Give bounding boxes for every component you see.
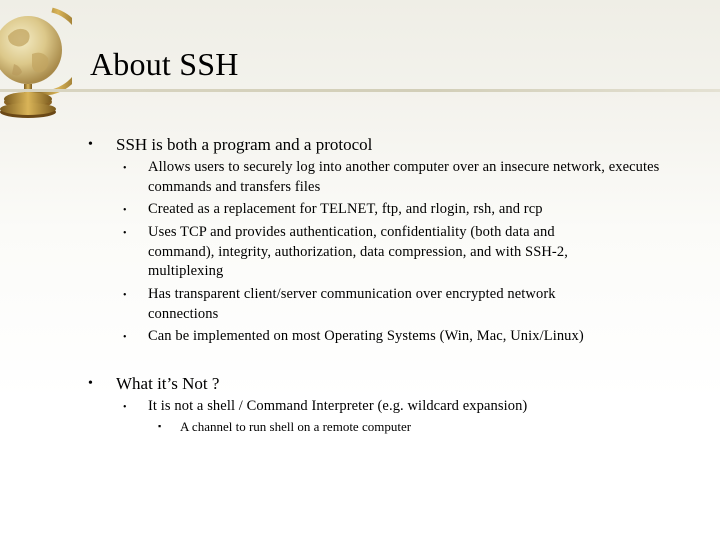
list-item: Uses TCP and provides authentication, confidentiality (both data and command), integrity, authorization, data compression, and with SSH-2, multiplexing	[148, 224, 568, 279]
list-item: Can be implemented on most Operating Systems (Win, Mac, Unix/Linux)	[148, 328, 584, 344]
section-heading: SSH is both a program and a protocol	[116, 135, 373, 154]
bullet: •	[88, 376, 93, 391]
sub-bullet: •	[123, 290, 127, 301]
title-divider	[0, 89, 720, 92]
list-item: Has transparent client/server communication over encrypted network connections	[148, 286, 556, 322]
sub-bullet: •	[123, 163, 127, 174]
list-subitem: A channel to run shell on a remote computer	[180, 419, 412, 434]
list-item: It is not a shell / Command Interpreter (e.g. wildcard expansion)	[148, 398, 528, 414]
list-item: Allows users to securely log into another computer over an insecure network, executes commands and transfers files	[148, 159, 660, 195]
globe-icon	[0, 2, 72, 120]
slide-title: About SSH	[90, 46, 239, 82]
sub-bullet: •	[123, 402, 127, 413]
sub-sub-bullet: ▪	[158, 421, 162, 431]
bullet: •	[88, 137, 93, 152]
section-heading: What it’s Not ?	[116, 374, 220, 393]
sub-bullet: •	[123, 205, 127, 216]
list-item: Created as a replacement for TELNET, ftp, and rlogin, rsh, and rcp	[148, 201, 543, 217]
sub-bullet: •	[123, 332, 127, 343]
sub-bullet: •	[123, 228, 127, 239]
